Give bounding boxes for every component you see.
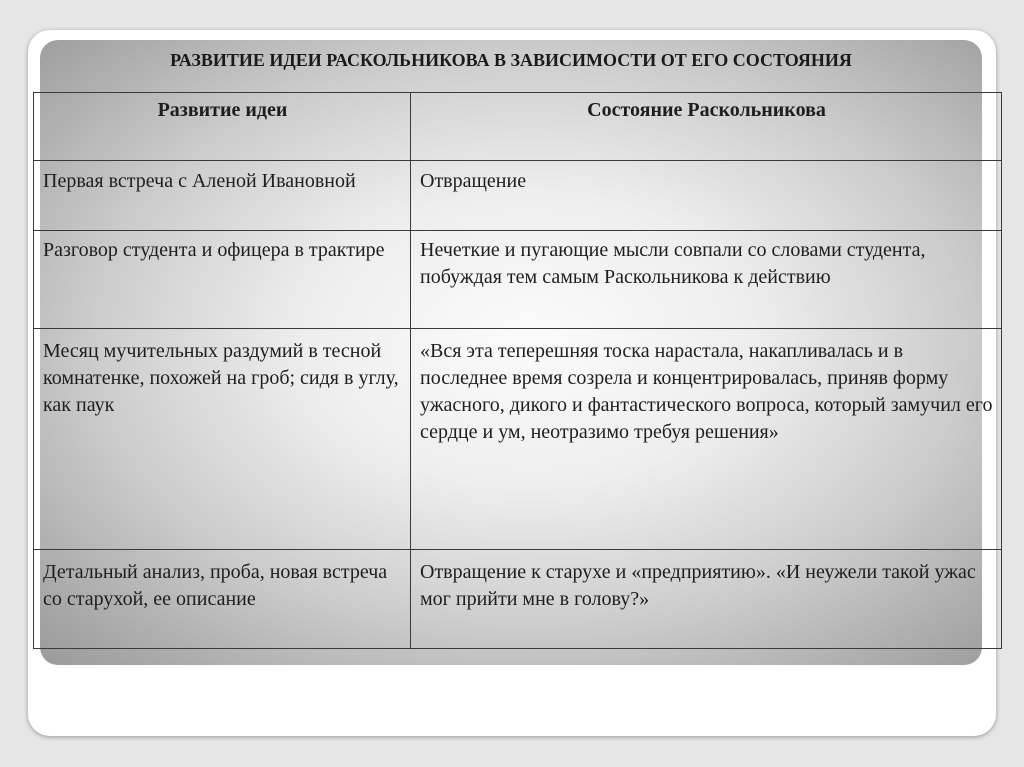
cell-idea: Детальный анализ, проба, новая встреча со старухой, ее описание <box>34 550 411 649</box>
cell-state: Отвращение к старухе и «предприятию». «И неужели такой ужас мог прийти мне в голову?» <box>411 550 1002 649</box>
table-row <box>34 231 1002 329</box>
idea-state-table <box>33 92 1002 649</box>
cell-idea: Первая встреча с Аленой Ивановной <box>34 161 411 231</box>
cell-idea: Разговор студента и офицера в трактире <box>34 231 411 329</box>
cell-state: Отвращение <box>411 161 1002 231</box>
cell-state: Нечеткие и пугающие мысли совпали со словами студента, побуждая тем самым Раскольникова к действию <box>411 231 1002 329</box>
table-header-row <box>34 93 1002 161</box>
header-idea: Развитие идеи <box>34 93 411 161</box>
cell-state: «Вся эта теперешняя тоска нарастала, накапливалась и в последнее время созрела и концентрировалась, приняв форму ужасного, дикого и фантастического вопроса, который замучил его сердце и ум, неотразимо требуя решения» <box>411 329 1002 550</box>
page-title: РАЗВИТИЕ ИДЕИ РАСКОЛЬНИКОВА В ЗАВИСИМОСТИ ОТ ЕГО СОСТОЯНИЯ <box>170 50 852 70</box>
header-state: Состояние Раскольникова <box>411 93 1002 161</box>
table-row <box>34 550 1002 649</box>
table-row <box>34 161 1002 231</box>
cell-idea: Месяц мучительных раздумий в тесной комнатенке, похожей на гроб; сидя в углу, как паук <box>34 329 411 550</box>
table-row <box>34 329 1002 550</box>
